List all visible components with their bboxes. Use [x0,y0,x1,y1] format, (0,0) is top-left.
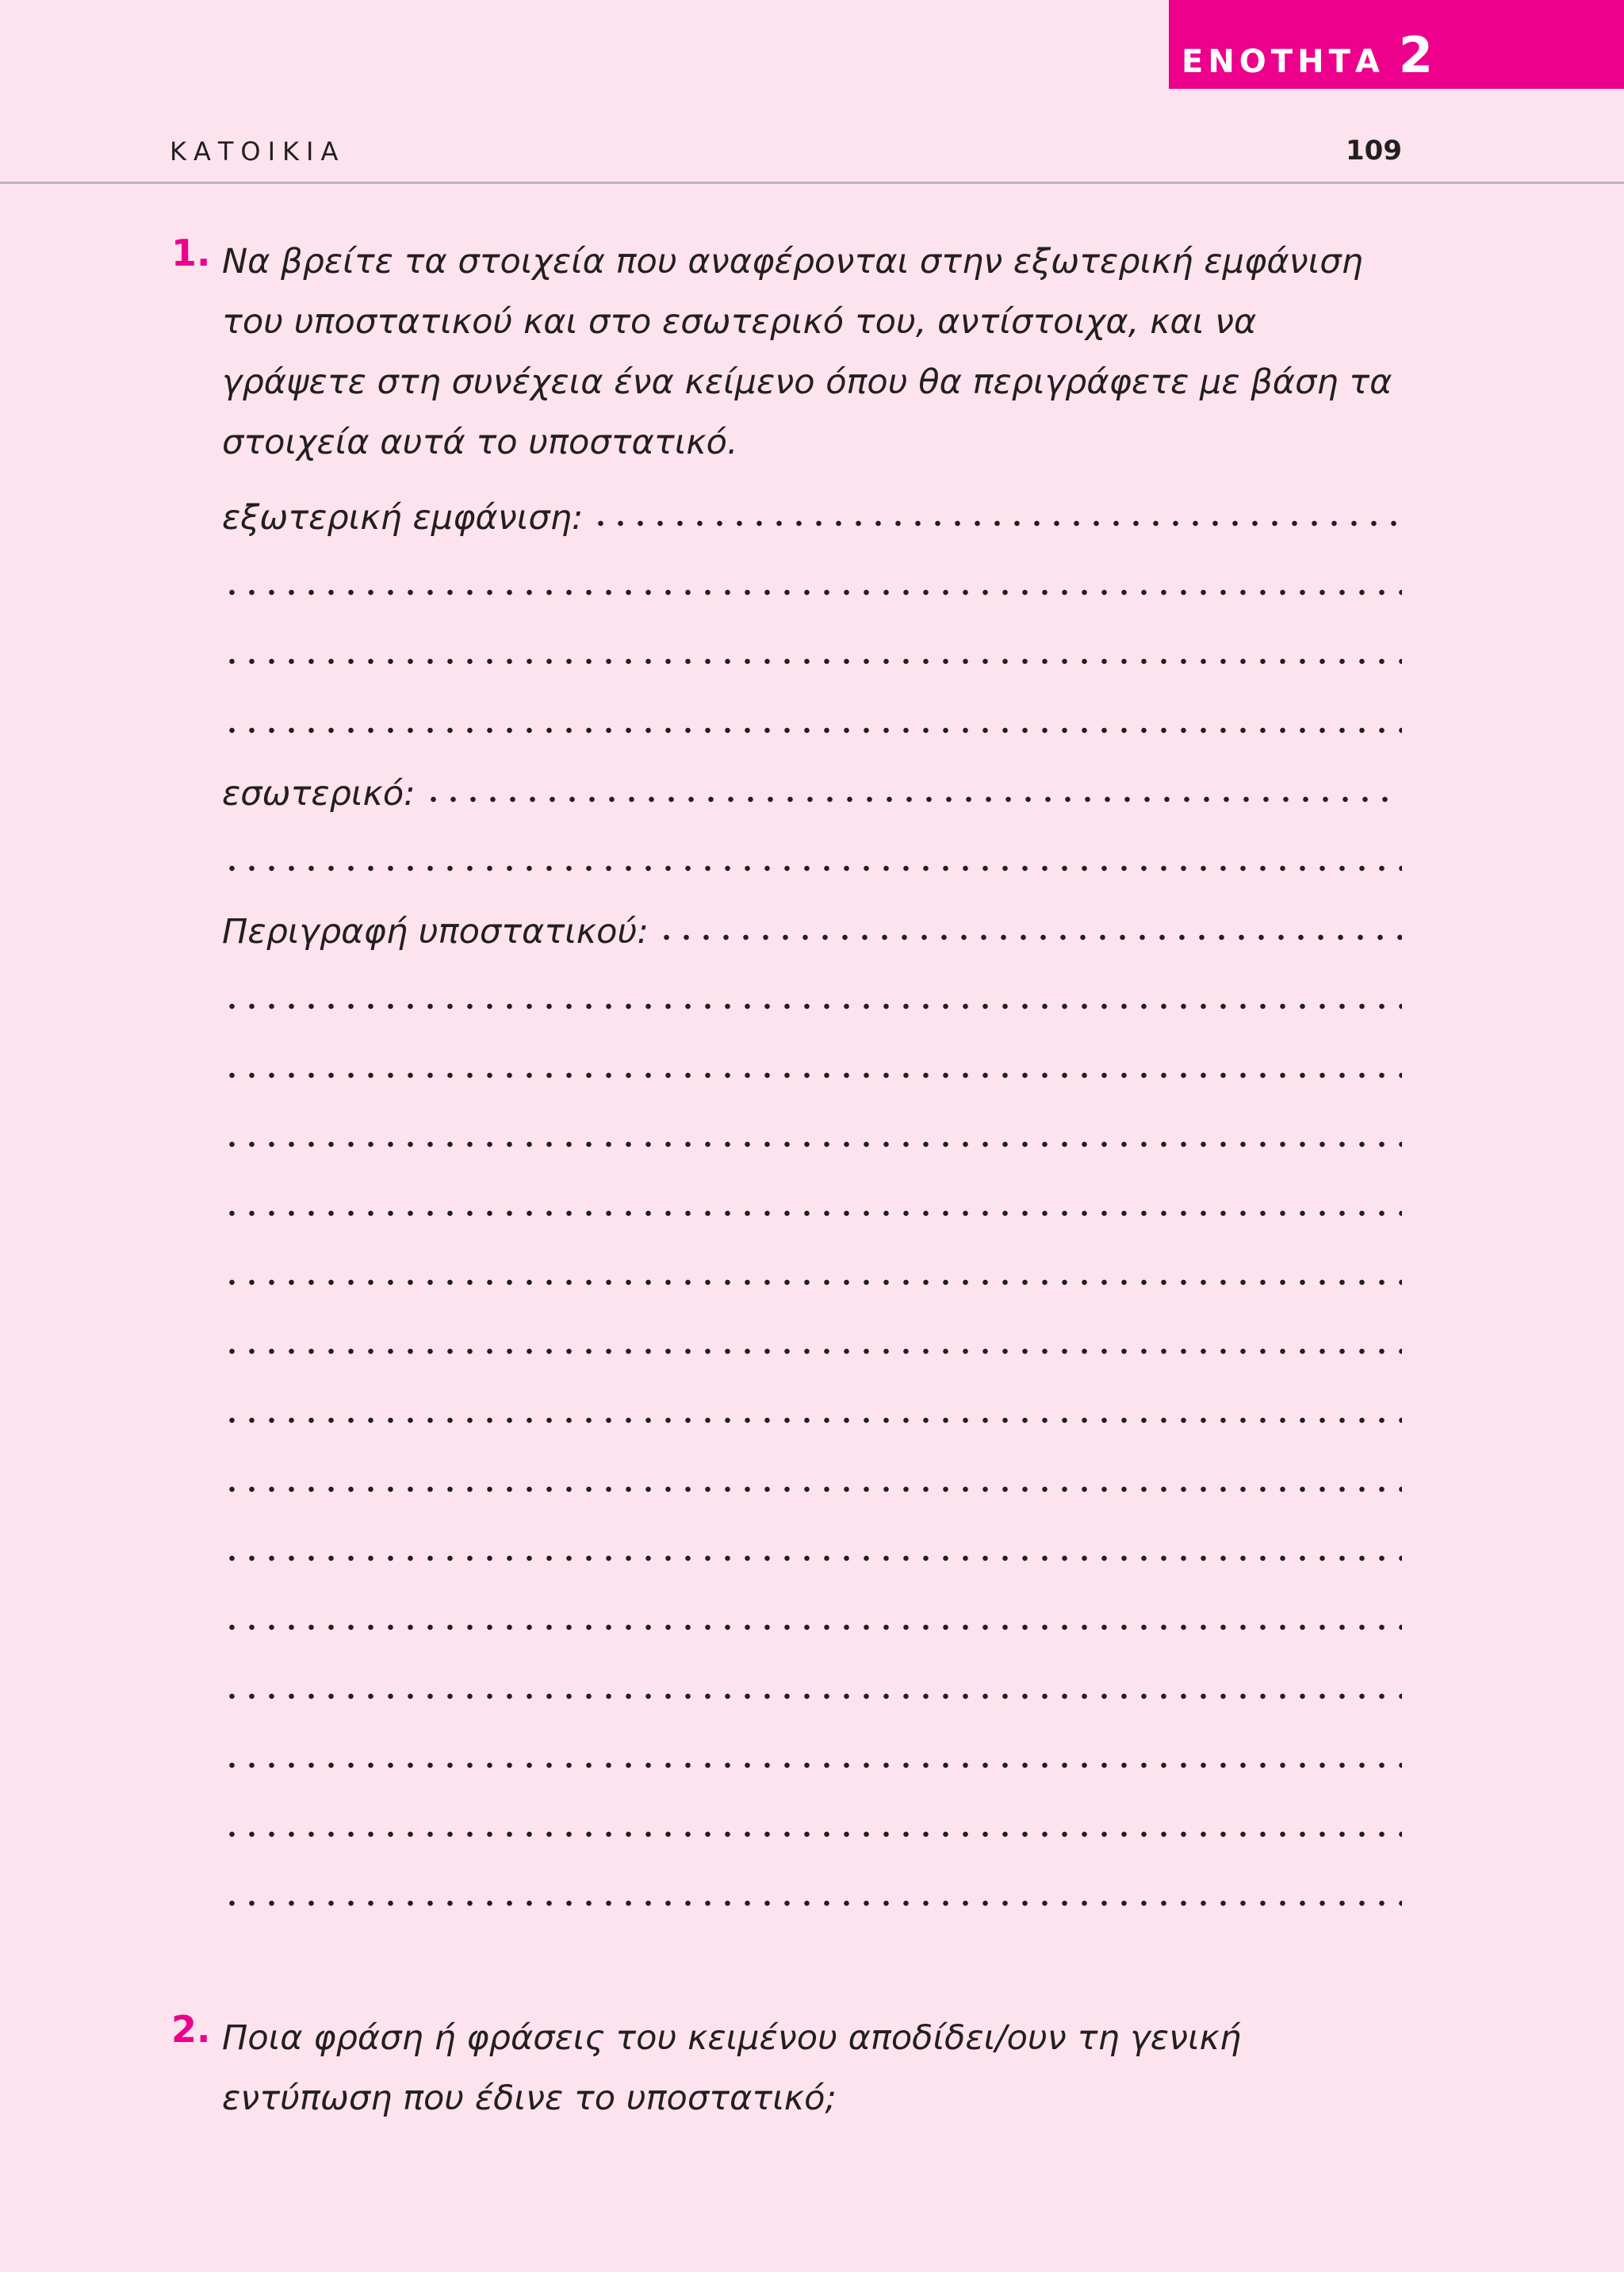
answer-line[interactable] [222,1504,1402,1573]
interior-label: εσωτερικό: [222,774,416,814]
dotted-line [222,865,1402,872]
answer-line[interactable] [222,1849,1402,1918]
answer-line[interactable] [222,1021,1402,1090]
dotted-line [591,520,1402,527]
section-number: 2 [1398,26,1433,85]
dotted-line [423,796,1402,803]
answer-line[interactable] [222,1159,1402,1228]
dotted-line [222,1831,1402,1837]
answer-line[interactable] [222,1090,1402,1159]
answer-line[interactable] [222,1573,1402,1642]
answer-line-interior[interactable] [222,745,1402,814]
answer-line[interactable] [222,538,1402,607]
answer-line-description[interactable] [222,883,1402,952]
answer-line[interactable] [222,814,1402,883]
dotted-line [222,1141,1402,1147]
question-text: Να βρείτε τα στοιχεία που αναφέρονται στην εξωτερική εμφάνιση του υποστατικού και στο εσωτερικό του, αντίστοιχα, και να γράψετε στη συνέχεια ένα κείμενο όπου θα περιγράφετε με βάση τα στοιχεία αυτά το υποστατικό. [222,242,1392,462]
exercise-content [171,232,1402,1918]
dotted-line [222,658,1402,665]
header-rule [0,182,1624,184]
dotted-line [222,1072,1402,1079]
dotted-line [657,934,1402,941]
answer-line[interactable] [222,1711,1402,1780]
question-1 [171,232,1402,473]
dotted-line [222,1486,1402,1492]
question-number: 2. [171,2008,211,2051]
answer-line[interactable] [222,1780,1402,1849]
answer-line[interactable] [222,952,1402,1021]
dotted-line [222,1348,1402,1354]
question-2 [171,2008,1453,2128]
section-label: ΕΝΟΤΗΤΑ [1182,44,1385,80]
answer-line[interactable] [222,1228,1402,1297]
answer-line[interactable] [222,1435,1402,1504]
dotted-line [222,1693,1402,1699]
dotted-line [222,1210,1402,1216]
answer-line[interactable] [222,607,1402,676]
dotted-line [222,1762,1402,1768]
dotted-line [222,1003,1402,1010]
dotted-line [222,727,1402,734]
dotted-line [222,1417,1402,1423]
dotted-line [222,1900,1402,1906]
answer-line[interactable] [222,1297,1402,1366]
answer-line-exterior[interactable] [222,473,1402,538]
page-number: 109 [1346,135,1402,167]
running-head: ΚΑΤΟΙΚΙΑ [170,136,346,167]
dotted-line [222,589,1402,596]
description-label: Περιγραφή υποστατικού: [222,912,649,952]
question-number: 1. [171,232,211,274]
answer-line[interactable] [222,1366,1402,1435]
answer-line[interactable] [222,1642,1402,1711]
dotted-line [222,1555,1402,1561]
answer-line[interactable] [222,676,1402,745]
exterior-label: εξωτερική εμφάνιση: [222,498,584,538]
dotted-line [222,1624,1402,1630]
dotted-line [222,1279,1402,1285]
section-tab [1169,0,1624,89]
question-text: Ποια φράση ή φράσεις του κειμένου αποδίδει/ουν τη γενική εντύπωση που έδινε το υποστατικό; [222,2018,1242,2118]
